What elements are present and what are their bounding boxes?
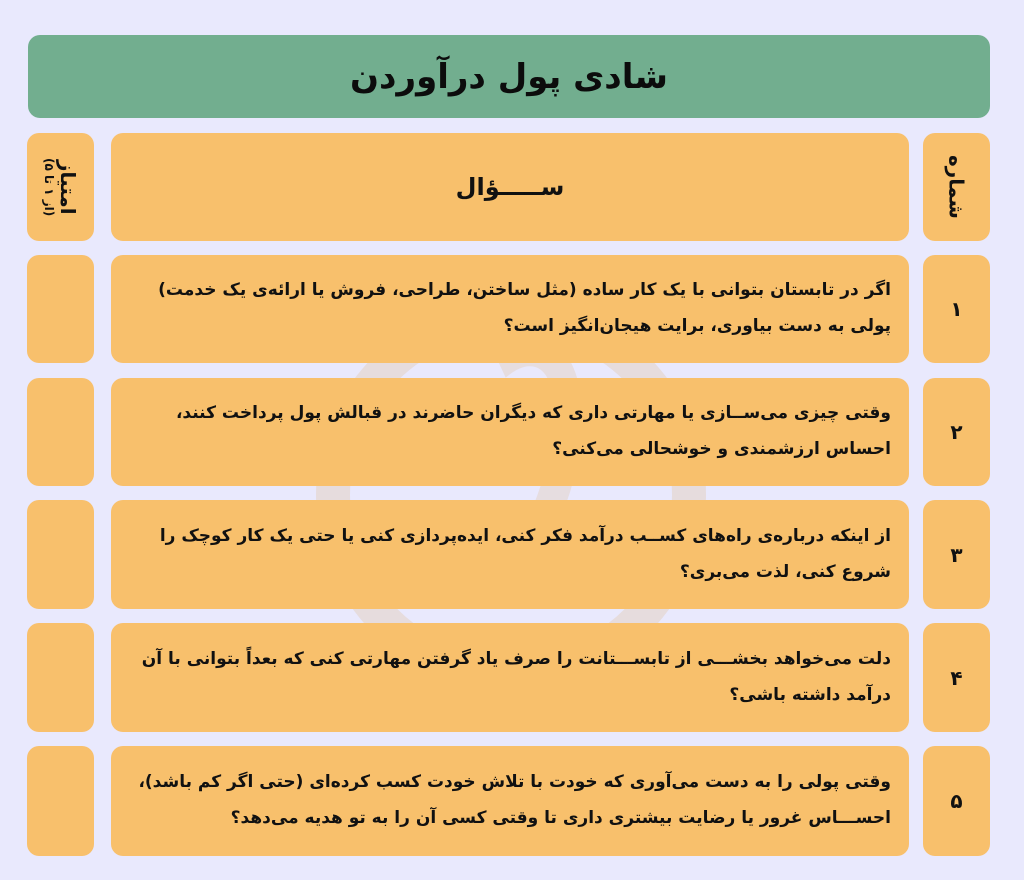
score-input-4[interactable] bbox=[27, 623, 94, 732]
score-input-5[interactable] bbox=[27, 746, 94, 856]
question-row-3 bbox=[111, 500, 909, 609]
row-number-2 bbox=[923, 378, 990, 486]
question-text: دلت می‌خواهد بخشـــی از تابســـتانت را صرف یاد گرفتن مهارتی کنی که بعداً بتوانی با آن درآمد داشته باشی؟ bbox=[141, 648, 891, 705]
question-row-2 bbox=[111, 378, 909, 486]
score-header-range: (از ۱ تا ۵) bbox=[42, 157, 57, 217]
question-text: اگر در تابستان بتوانی با یک کار ساده (مثل ساختن، طراحی، فروش یا ارائه‌ی یک خدمت) پولی به دست بیاوری، برایت هیجان‌انگیز است؟ bbox=[158, 280, 891, 336]
number-header-label: شماره bbox=[944, 155, 969, 219]
score-header-label: امتیاز bbox=[56, 159, 81, 215]
row-number-5 bbox=[923, 746, 990, 856]
score-input-3[interactable] bbox=[27, 500, 94, 609]
question-header-label: ســـــؤال bbox=[455, 173, 565, 201]
question-text: وقتی پولی را به دست می‌آوری که خودت با تلاش خودت کسب کرده‌ای (حتی اگر کم باشد)، احســـاس غرور یا رضایت بیشتری داری تا وقتی کسی آن را به تو هدیه می‌دهد؟ bbox=[138, 772, 891, 828]
row-number-1 bbox=[923, 255, 990, 363]
row-number-4 bbox=[923, 623, 990, 732]
question-row-4 bbox=[111, 623, 909, 732]
title-banner bbox=[28, 35, 990, 118]
row-number: ۱ bbox=[950, 297, 963, 321]
page-title: شادی پول درآوردن bbox=[350, 56, 668, 97]
question-column-header bbox=[111, 133, 909, 241]
row-number: ۲ bbox=[950, 420, 963, 444]
question-row-1 bbox=[111, 255, 909, 363]
score-input-2[interactable] bbox=[27, 378, 94, 486]
score-input-1[interactable] bbox=[27, 255, 94, 363]
score-column-header bbox=[27, 133, 94, 241]
number-column-header bbox=[923, 133, 990, 241]
question-text: وقتی چیزی می‌ســازی یا مهارتی داری که دیگران حاضرند در قبالش پول پرداخت کنند، احساس ارزشمندی و خوشحالی می‌کنی؟ bbox=[175, 403, 891, 459]
row-number-3 bbox=[923, 500, 990, 609]
question-text: از اینکه درباره‌ی راه‌های کســب درآمد فکر کنی، ایده‌پردازی کنی یا حتی یک کار کوچک را شروع کنی، لذت می‌بری؟ bbox=[159, 525, 891, 582]
row-number: ۳ bbox=[950, 542, 963, 567]
row-number: ۴ bbox=[950, 665, 963, 690]
question-row-5 bbox=[111, 746, 909, 856]
row-number: ۵ bbox=[950, 789, 963, 813]
